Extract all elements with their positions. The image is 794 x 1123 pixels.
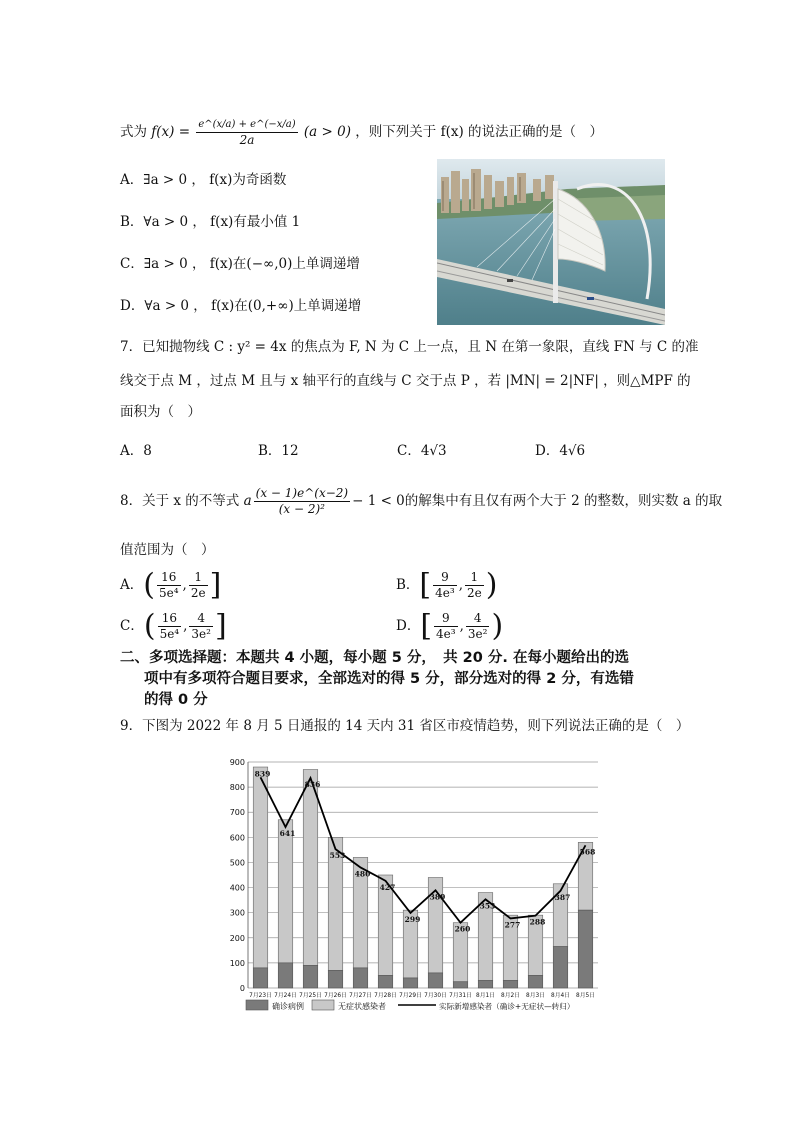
frac-den: 2e bbox=[190, 586, 206, 600]
legend-swatch-confirmed bbox=[246, 1000, 268, 1010]
line-data-label: 480 bbox=[354, 869, 371, 879]
q7-option-c bbox=[397, 441, 447, 461]
option-label: B． bbox=[396, 577, 420, 593]
bar-confirmed bbox=[528, 975, 543, 988]
interval-low bbox=[434, 611, 458, 642]
x-tick-label: 8月1日 bbox=[476, 993, 495, 999]
bar-confirmed bbox=[553, 947, 568, 988]
line-data-label: 387 bbox=[554, 892, 571, 902]
legend-label-actual: 实际新增感染者（确诊+无症状—转归） bbox=[439, 1002, 575, 1011]
bar-confirmed bbox=[353, 968, 368, 988]
q6-frac-den: 2a bbox=[239, 133, 255, 147]
q7-line3: 面积为（ ） bbox=[120, 404, 201, 420]
frac-den: 4e³ bbox=[436, 627, 456, 641]
frac-den: 5e⁴ bbox=[159, 627, 180, 641]
interval-open: ( bbox=[143, 567, 155, 603]
bar-confirmed bbox=[253, 968, 268, 988]
option-label: D． bbox=[396, 618, 421, 634]
x-tick-label: 7月30日 bbox=[424, 993, 447, 999]
line-data-label: 836 bbox=[304, 780, 321, 790]
line-data-label: 839 bbox=[254, 769, 271, 779]
frac-num: 16 bbox=[158, 611, 182, 627]
q7-option-d bbox=[535, 441, 585, 461]
x-tick-label: 7月24日 bbox=[274, 993, 297, 999]
x-tick-label: 7月26日 bbox=[324, 993, 347, 999]
line-data-label: 277 bbox=[504, 920, 521, 930]
section2-line2: 项中有多项符合题目要求，全部选对的得 5 分，部分选对的得 2 分，有选错 bbox=[144, 671, 634, 687]
bar-confirmed bbox=[403, 978, 418, 988]
frac-num: 4 bbox=[189, 611, 213, 627]
bar-confirmed bbox=[478, 980, 493, 988]
legend-label-confirmed: 确诊病例 bbox=[272, 1002, 304, 1011]
option-label: C． bbox=[120, 256, 144, 272]
q7-line2: 线交于点 M ，过点 M 且与 x 轴平行的直线与 C 交于点 P ，若 |MN| = 2|NF| ，则△MPF 的 bbox=[120, 373, 691, 389]
q7-line1: 7．已知抛物线 C : y² = 4x 的焦点为 F, N 为 C 上一点，且 N 在第一象限，直线 FN 与 C 的准 bbox=[120, 339, 699, 355]
q8-option-b: B．[ $\frac{9}{\text{4e³}}$ , $\frac{1}{2e}$ ) bbox=[396, 567, 498, 603]
q6-func: f(x) = bbox=[151, 124, 191, 140]
section2-line1: 二、多项选择题：本题共 4 小题，每小题 5 分， 共 20 分. 在每小题给出的选 bbox=[120, 650, 629, 666]
frac-den: 3e² bbox=[191, 627, 211, 641]
y-tick-label: 800 bbox=[229, 783, 245, 793]
y-tick-label: 600 bbox=[229, 833, 245, 843]
x-tick-label: 7月23日 bbox=[249, 993, 272, 999]
line-data-label: 427 bbox=[379, 882, 396, 892]
option-text: 8 bbox=[143, 443, 152, 459]
interval-close: ) bbox=[485, 567, 498, 603]
q8-stem bbox=[120, 483, 722, 519]
epidemic-trend-chart bbox=[222, 754, 612, 1022]
interval-low bbox=[157, 570, 181, 601]
y-tick-label: 500 bbox=[229, 858, 245, 868]
x-tick-label: 7月28日 bbox=[374, 993, 397, 999]
bar-asymptomatic bbox=[253, 767, 268, 968]
frac-num: 9 bbox=[433, 570, 457, 586]
x-tick-label: 7月25日 bbox=[299, 993, 322, 999]
option-text: ∃a > 0 ， f(x)为奇函数 bbox=[143, 172, 287, 188]
option-label: B． bbox=[120, 214, 144, 230]
option-label: A． bbox=[120, 172, 144, 188]
interval-high bbox=[465, 570, 484, 601]
q7-option-b bbox=[258, 441, 299, 461]
q6-frac-num: e^(x/a) + e^(−x/a) bbox=[196, 117, 297, 133]
q8-line2: 值范围为（ ） bbox=[120, 542, 215, 558]
q6-option-c bbox=[120, 254, 360, 274]
q8-coef: a bbox=[243, 493, 252, 509]
interval-low bbox=[158, 611, 182, 642]
frac-num: 16 bbox=[157, 570, 181, 586]
q6-option-b bbox=[120, 212, 300, 232]
q8-option-c: C．( $\frac{16}{\text{5e⁴}}$ , $\frac{4}{\text{3e²}}$ ] bbox=[120, 608, 227, 644]
line-data-label: 568 bbox=[579, 847, 596, 857]
bar-asymptomatic bbox=[278, 820, 293, 963]
option-text: 4√6 bbox=[559, 443, 586, 459]
line-data-label: 299 bbox=[404, 914, 421, 924]
option-label: D． bbox=[120, 298, 145, 314]
option-text: ∀a > 0 ， f(x)在(0,+∞)上单调递增 bbox=[144, 298, 362, 314]
option-label: A． bbox=[120, 443, 144, 459]
interval-low bbox=[433, 570, 457, 601]
y-tick-label: 100 bbox=[229, 958, 245, 968]
bar-confirmed bbox=[503, 980, 518, 988]
y-tick-label: 700 bbox=[229, 808, 245, 818]
frac-den: 3e² bbox=[467, 627, 488, 641]
q6-option-a bbox=[120, 170, 286, 190]
interval-high bbox=[189, 570, 208, 601]
interval-open: ( bbox=[143, 608, 156, 644]
option-label: D． bbox=[535, 443, 560, 459]
q6-stem-pre: 式为 bbox=[120, 124, 147, 140]
frac-num: 1 bbox=[189, 570, 208, 586]
option-label: C． bbox=[397, 443, 421, 459]
option-text: ∃a > 0 ， f(x)在(−∞,0)上单调递增 bbox=[143, 256, 360, 272]
interval-open: [ bbox=[419, 567, 432, 603]
q8-frac-num: (x − 1)e^(x−2) bbox=[255, 486, 349, 500]
interval-high bbox=[189, 611, 213, 642]
option-text: ∀a > 0 ， f(x)有最小值 1 bbox=[143, 214, 301, 230]
x-tick-label: 8月5日 bbox=[576, 993, 595, 999]
interval-close: ] bbox=[209, 567, 222, 603]
bar-confirmed bbox=[328, 970, 343, 988]
line-data-label: 260 bbox=[454, 924, 471, 934]
option-label: C． bbox=[120, 618, 144, 634]
line-data-label: 389 bbox=[429, 892, 446, 902]
option-label: A． bbox=[120, 577, 144, 593]
bar-confirmed bbox=[578, 910, 593, 988]
bridge-photo bbox=[437, 159, 665, 325]
legend-label-asymptomatic: 无症状感染者 bbox=[338, 1002, 386, 1011]
interval-close: ) bbox=[491, 608, 504, 644]
x-tick-label: 7月31日 bbox=[449, 993, 472, 999]
bar-confirmed bbox=[428, 973, 443, 988]
x-tick-label: 8月2日 bbox=[501, 993, 520, 999]
option-text: 4√3 bbox=[420, 443, 447, 459]
q6-stem bbox=[120, 117, 603, 148]
bar-asymptomatic bbox=[303, 770, 318, 966]
frac-den: 2e bbox=[466, 586, 482, 600]
bar-confirmed bbox=[303, 965, 318, 988]
line-data-label: 353 bbox=[479, 901, 496, 911]
q6-option-d bbox=[120, 296, 361, 316]
frac-num: 4 bbox=[466, 611, 490, 627]
line-data-label: 553 bbox=[329, 851, 346, 861]
q6-cond: (a > 0) bbox=[303, 124, 351, 140]
interval-open: [ bbox=[420, 608, 433, 644]
bar-confirmed bbox=[453, 982, 468, 988]
line-data-label: 288 bbox=[529, 917, 546, 927]
line-data-label: 641 bbox=[279, 829, 296, 839]
frac-num: 1 bbox=[465, 570, 484, 586]
bar-confirmed bbox=[278, 963, 293, 988]
q9-stem: 9．下图为 2022 年 8 月 5 日通报的 14 天内 31 省区市疫情趋势，则下列说法正确的是（ ） bbox=[120, 718, 690, 734]
interval-close: ] bbox=[214, 608, 227, 644]
y-tick-label: 900 bbox=[229, 758, 245, 767]
q8-option-d: D．[ $\frac{9}{\text{4e³}}$ , $\frac{4}{\text{3e²}}$ ) bbox=[396, 608, 504, 644]
section2-line3: 的得 0 分 bbox=[144, 692, 208, 708]
x-tick-label: 8月4日 bbox=[551, 993, 570, 999]
q8-fraction bbox=[254, 486, 350, 517]
x-tick-label: 7月29日 bbox=[399, 993, 422, 999]
y-tick-label: 200 bbox=[229, 933, 245, 943]
frac-num: 9 bbox=[434, 611, 458, 627]
bridge-photo-illustration bbox=[437, 159, 665, 325]
option-text: 12 bbox=[281, 443, 299, 459]
y-tick-label: 300 bbox=[229, 908, 245, 918]
q7-option-a bbox=[120, 441, 152, 461]
q8-option-a: A．( $\frac{16}{\text{5e⁴}}$ , $\frac{1}{2e}$ ] bbox=[120, 567, 222, 603]
q8-pre: 8．关于 x 的不等式 bbox=[120, 493, 240, 509]
q8-frac-den: (x − 2)² bbox=[278, 502, 325, 516]
option-label: B． bbox=[258, 443, 282, 459]
frac-den: 5e⁴ bbox=[158, 586, 179, 600]
q8-post: 的解集中有且仅有两个大于 2 的整数，则实数 a 的取 bbox=[404, 493, 723, 509]
q8-ineq: − 1 < 0 bbox=[352, 493, 405, 509]
bar-confirmed bbox=[378, 975, 393, 988]
legend-swatch-asymptomatic bbox=[312, 1000, 334, 1010]
frac-den: 4e³ bbox=[435, 586, 455, 600]
y-tick-label: 400 bbox=[229, 883, 245, 893]
x-tick-label: 8月3日 bbox=[526, 993, 545, 999]
y-tick-label: 0 bbox=[239, 984, 245, 993]
q6-fraction bbox=[196, 117, 297, 148]
q6-stem-post: ，则下列关于 f(x) 的说法正确的是（ ） bbox=[355, 124, 604, 140]
interval-high bbox=[466, 611, 490, 642]
x-tick-label: 7月27日 bbox=[349, 993, 372, 999]
